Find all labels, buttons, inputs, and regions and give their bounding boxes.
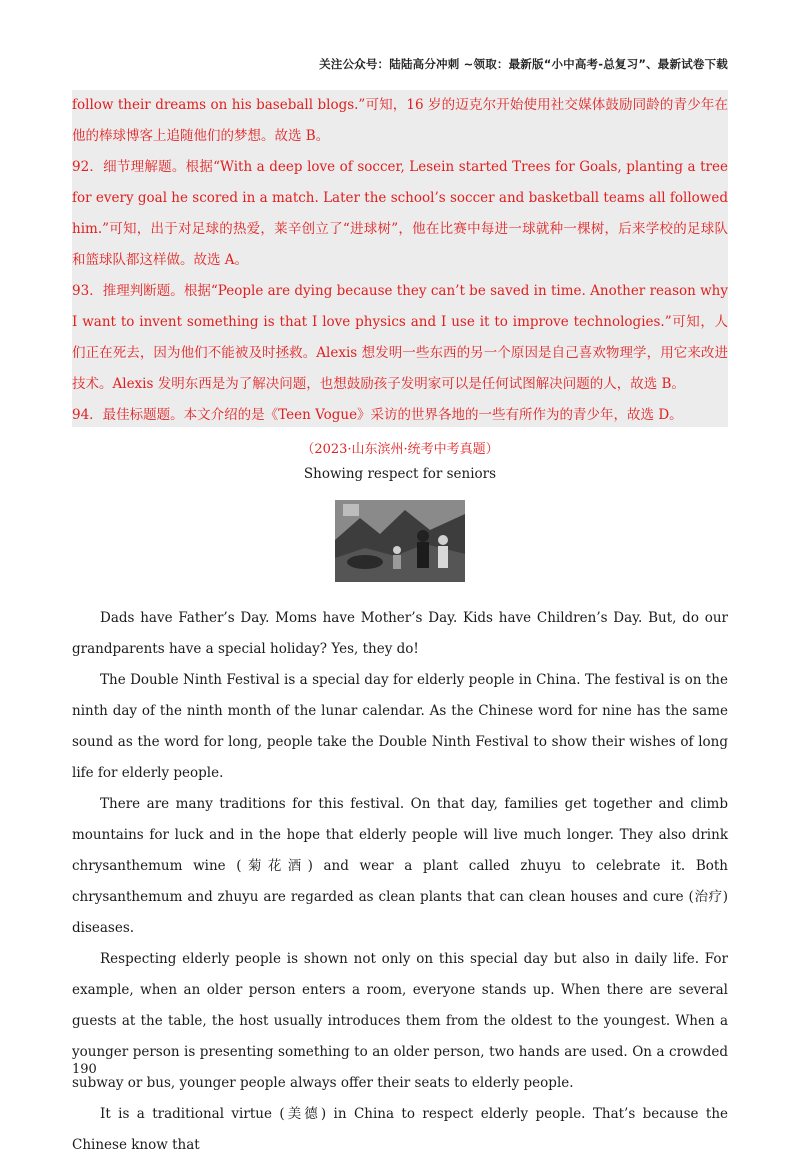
answer-line: 92．细节理解题。根据“With a deep love of soccer, Lesein started Trees for Goals, planting a tree for every goal he scored in a match. Later the school’s soccer and basketball teams all followed him.”可知，出于对足球的热爱，莱辛创立了“进球树”，他在比赛中每进一球就种一棵树，后来学校的足球队和篮球队都这样做。故选 A。 [72,159,728,268]
illustration-image [335,500,465,582]
passage-paragraph: There are many traditions for this festival. On that day, families get together and climb mountains for luck and in the hope that elderly people will live much longer. They also drink chrysanthemum wine (菊花酒) and wear a plant called zhuyu to celebrate it. Both chrysanthemum and zhuyu are regarded as clean plants that can clean houses and cure (治疗) diseases. [72,796,728,936]
page-header: 关注公众号：陆陆高分冲刺 ~领取：最新版“小中高考-总复习”、最新试卷下载 [319,57,728,71]
passage-paragraph: Respecting elderly people is shown not only on this special day but also in daily life. For example, when an older person enters a room, everyone stands up. When there are several guests at the table, the host usually introduces them from the oldest to the youngest. When a younger person is presenting something to an older person, two hands are used. On a crowded subway or bus, younger people always offer their seats to elderly people. [72,951,728,1091]
page-number: 190 [72,1062,97,1077]
passage-paragraph: The Double Ninth Festival is a special day for elderly people in China. The festival is on the ninth day of the ninth month of the lunar calendar. As the Chinese word for nine has the same sound as the word for long, people take the Double Ninth Festival to show their wishes of long life for elderly people. [72,672,728,781]
passage-paragraph: Dads have Father’s Day. Moms have Mother’s Day. Kids have Children’s Day. But, do our grandparents have a special holiday? Yes, they do! [72,610,728,657]
answer-line: 93．推理判断题。根据“People are dying because they can’t be saved in time. Another reason why I want to invent something is that I love physics and I use it to improve technologies.”可知，人们正在死去，因为他们不能被及时拯救。Alexis 想发明一些东西的另一个原因是自己喜欢物理学，用它来改进技术。Alexis 发明东西是为了解决问题，也想鼓励孩子发明家可以是任何试图解决问题的人，故选 B。 [72,283,728,392]
passage-title: Showing respect for seniors [303,466,497,482]
answer-line: 94．最佳标题题。本文介绍的是《Teen Vogue》采访的世界各地的一些有所作为的青少年，故选 D。 [72,407,683,423]
passage-body [72,603,728,1161]
answer-explanations [72,90,728,427]
exam-source: （2023·山东滨州·统考中考真题） [301,442,499,457]
answer-line: follow their dreams on his baseball blogs.”可知，16 岁的迈克尔开始使用社交媒体鼓励同龄的青少年在他的棒球博客上追随他们的梦想。故选 B。 [72,97,728,144]
passage-paragraph: It is a traditional virtue (美德) in China to respect elderly people. That’s because the Chinese know that [72,1106,728,1153]
